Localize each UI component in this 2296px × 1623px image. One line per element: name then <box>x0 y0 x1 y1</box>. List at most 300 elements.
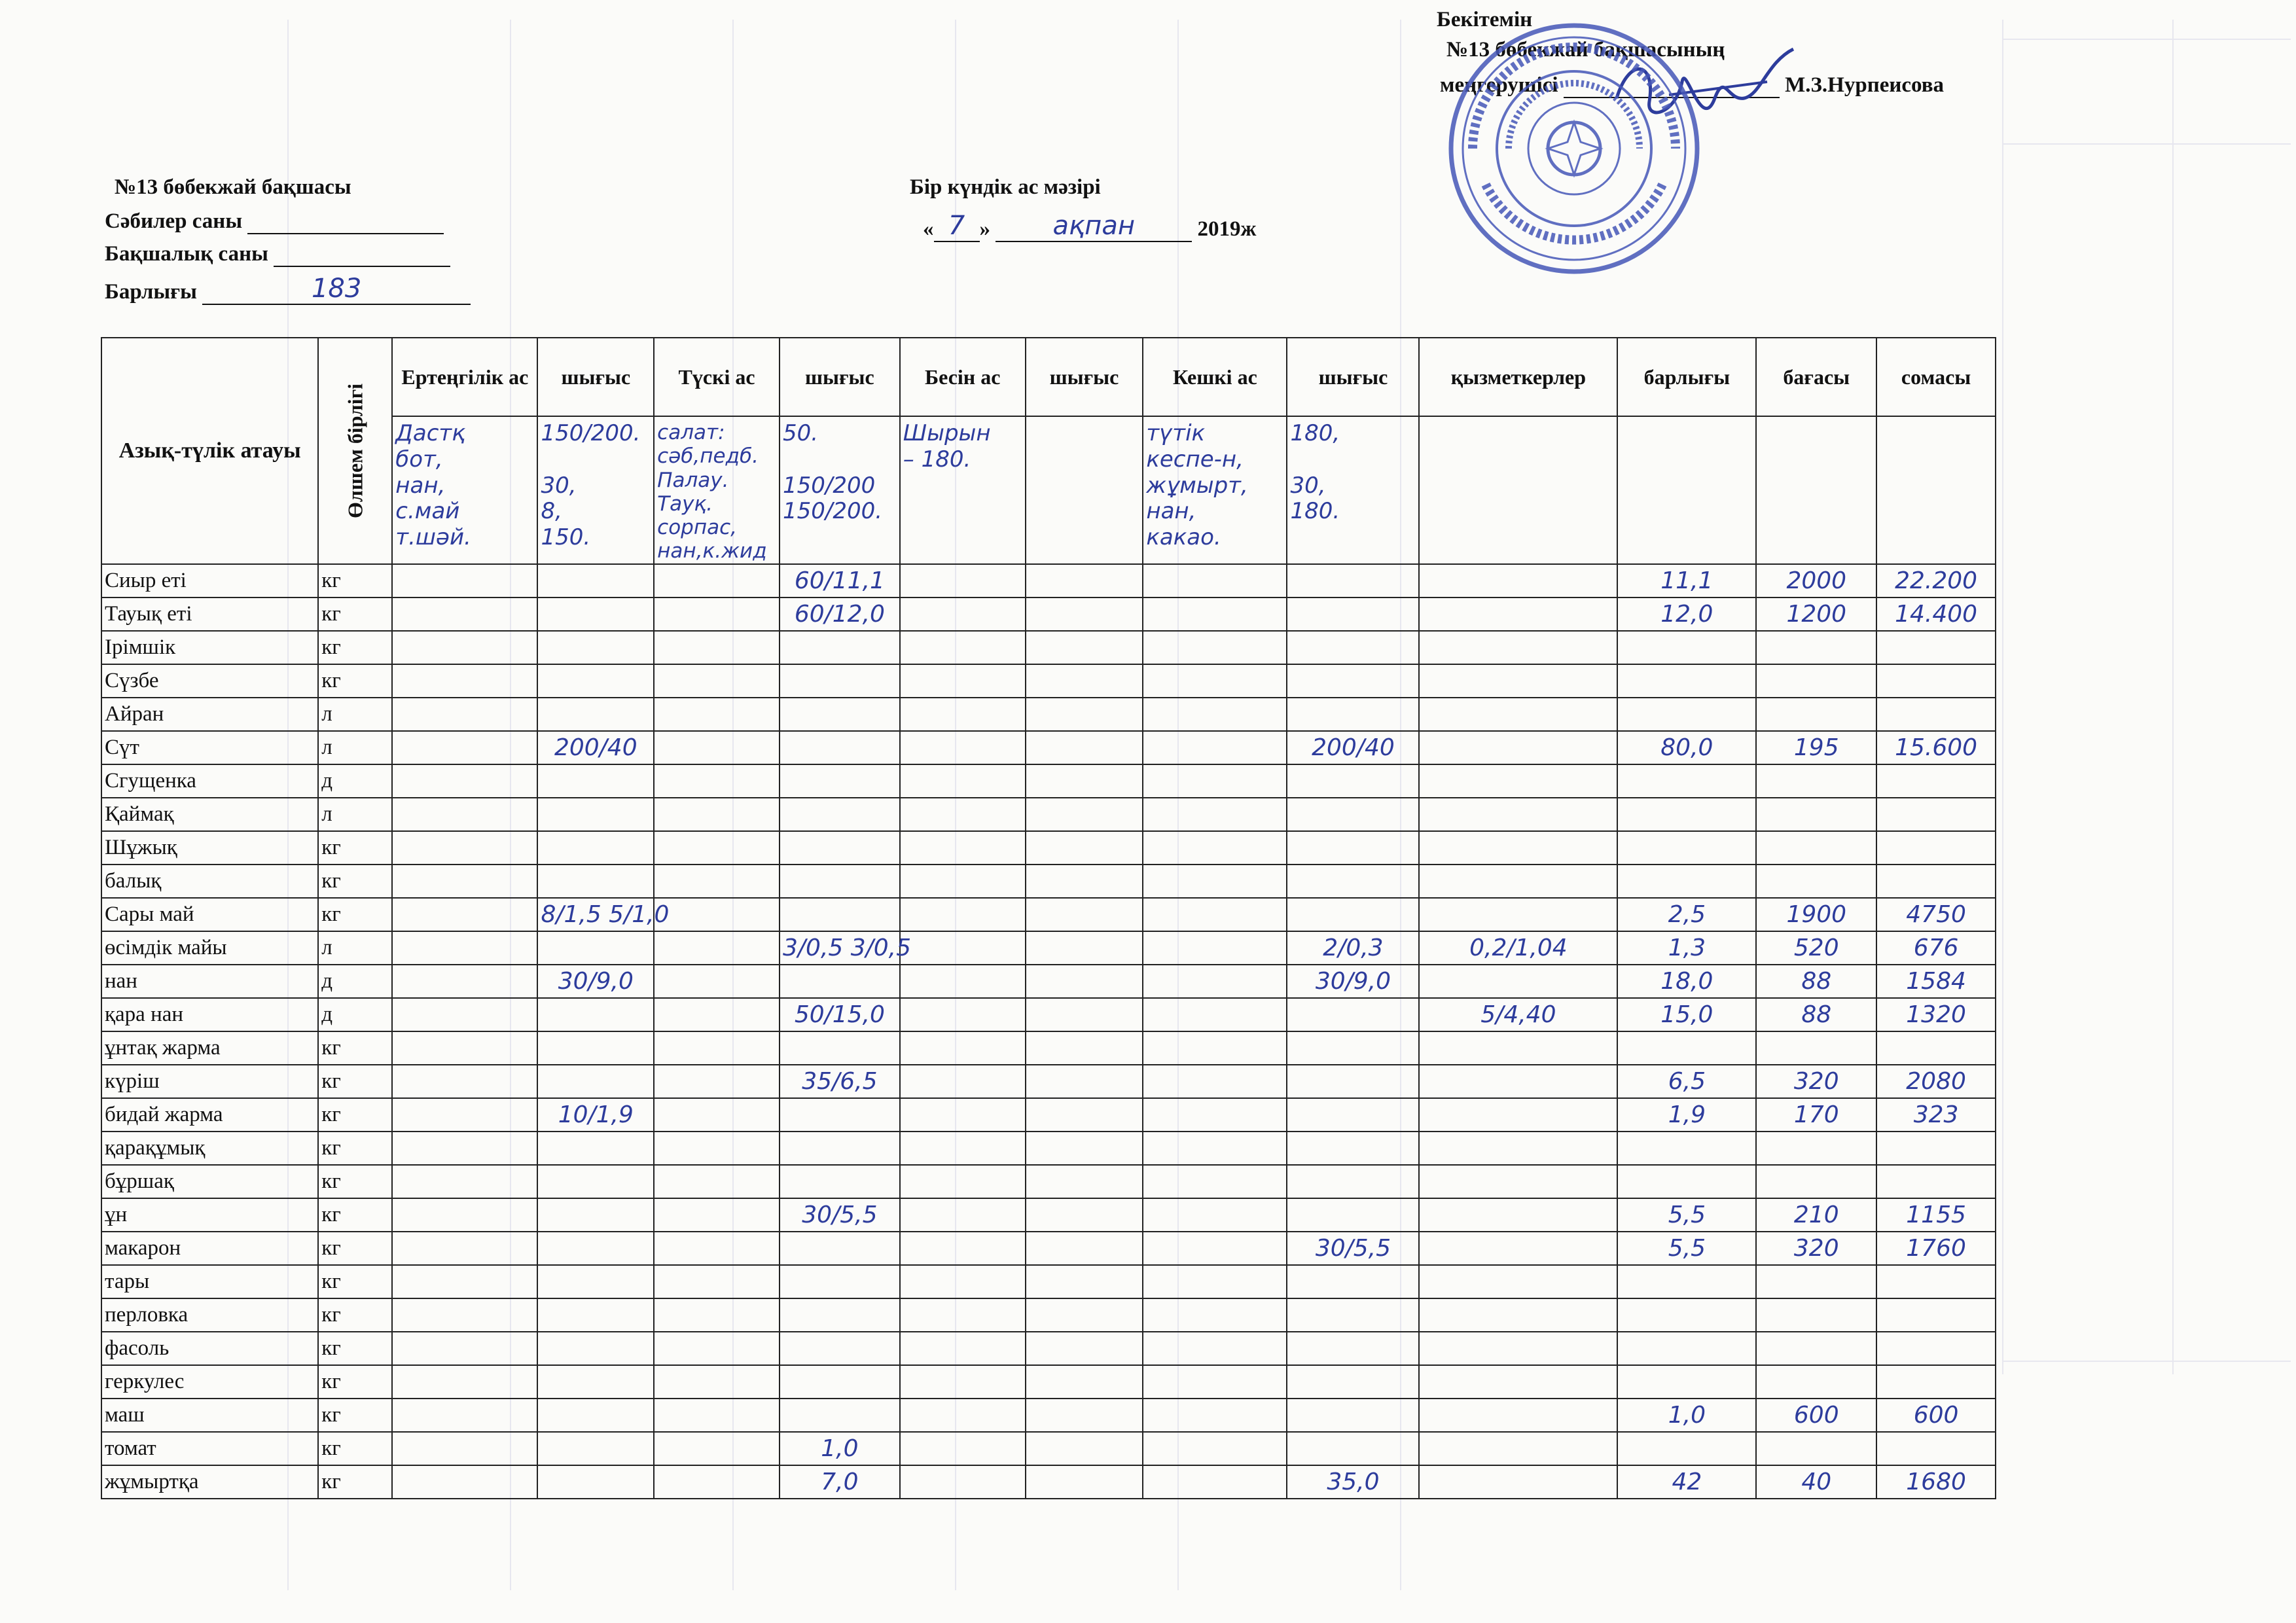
dinner-cell <box>1143 865 1287 898</box>
table-row <box>101 1465 1996 1499</box>
menu-date <box>923 211 1256 242</box>
total-value: 42 <box>1617 1465 1756 1499</box>
staff-value <box>1419 865 1617 898</box>
snack-dishes: Шырын – 180. <box>900 416 1026 564</box>
breakfast-out <box>537 1165 654 1198</box>
lunch-cell <box>654 664 780 698</box>
dinner-out <box>1287 1065 1419 1098</box>
total-value <box>1617 798 1756 831</box>
product-name: маш <box>101 1399 318 1432</box>
snack-out <box>1026 998 1143 1031</box>
product-name: өсімдік майы <box>101 931 318 965</box>
snack-out <box>1026 1098 1143 1132</box>
product-name: Сүзбе <box>101 664 318 698</box>
unit: кг <box>318 865 392 898</box>
breakfast-out <box>537 1465 654 1499</box>
unit: кг <box>318 631 392 664</box>
staff-value <box>1419 1065 1617 1098</box>
breakfast-cell <box>392 1332 537 1365</box>
total-empty <box>1617 416 1756 564</box>
price-value <box>1756 798 1876 831</box>
product-name: нан <box>101 965 318 998</box>
lunch-out: 60/11,1 <box>780 564 900 597</box>
unit: кг <box>318 1365 392 1399</box>
breakfast-out <box>537 1432 654 1465</box>
unit: кг <box>318 1265 392 1298</box>
table-row <box>101 764 1996 798</box>
total-value <box>1617 664 1756 698</box>
snack-cell <box>900 597 1026 631</box>
lunch-out <box>780 1365 900 1399</box>
sum-value: 676 <box>1876 931 1996 965</box>
product-name: Сгущенка <box>101 764 318 798</box>
product-name: жұмыртқа <box>101 1465 318 1499</box>
breakfast-cell <box>392 1432 537 1465</box>
breakfast-out <box>537 564 654 597</box>
lunch-out <box>780 1298 900 1332</box>
dinner-out <box>1287 1098 1419 1132</box>
table-row <box>101 1298 1996 1332</box>
breakfast-out <box>537 1065 654 1098</box>
breakfast-cell <box>392 1065 537 1098</box>
snack-out <box>1026 1232 1143 1265</box>
header-total: барлығы <box>1617 338 1756 416</box>
dinner-cell <box>1143 597 1287 631</box>
snack-cell <box>900 1432 1026 1465</box>
unit: д <box>318 764 392 798</box>
snack-out <box>1026 731 1143 764</box>
product-name: томат <box>101 1432 318 1465</box>
dinner-cell <box>1143 1065 1287 1098</box>
price-value <box>1756 865 1876 898</box>
approval-name: М.З.Нурпеисова <box>1785 73 1945 97</box>
staff-value <box>1419 1365 1617 1399</box>
price-value: 600 <box>1756 1399 1876 1432</box>
breakfast-cell <box>392 1198 537 1232</box>
table-row <box>101 731 1996 764</box>
unit: кг <box>318 1432 392 1465</box>
dinner-out <box>1287 1332 1419 1365</box>
unit: кг <box>318 1232 392 1265</box>
snack-out <box>1026 764 1143 798</box>
staff-value <box>1419 764 1617 798</box>
price-value <box>1756 1031 1876 1065</box>
price-value <box>1756 1298 1876 1332</box>
lunch-cell <box>654 1065 780 1098</box>
dinner-out <box>1287 1298 1419 1332</box>
dinner-out <box>1287 564 1419 597</box>
lunch-dishes: салат: сәб,педб. Палау. Тауқ. сорпас, нан,к.жид <box>654 416 780 564</box>
lunch-cell <box>654 898 780 931</box>
snack-out <box>1026 1031 1143 1065</box>
sum-empty <box>1876 416 1996 564</box>
dinner-out <box>1287 798 1419 831</box>
dinner-out: 30/5,5 <box>1287 1232 1419 1265</box>
snack-cell <box>900 1399 1026 1432</box>
sum-value <box>1876 865 1996 898</box>
sum-value <box>1876 698 1996 731</box>
table-row <box>101 1265 1996 1298</box>
infants-value <box>247 233 444 234</box>
breakfast-cell <box>392 731 537 764</box>
price-value <box>1756 698 1876 731</box>
breakfast-out: 8/1,5 5/1,0 <box>537 898 654 931</box>
table-row <box>101 698 1996 731</box>
price-value <box>1756 664 1876 698</box>
total-value <box>1617 831 1756 865</box>
breakfast-out <box>537 698 654 731</box>
table-row <box>101 998 1996 1031</box>
snack-cell <box>900 764 1026 798</box>
total-value <box>1617 1365 1756 1399</box>
dinner-cell <box>1143 798 1287 831</box>
breakfast-out <box>537 1298 654 1332</box>
unit: кг <box>318 831 392 865</box>
sum-value: 1155 <box>1876 1198 1996 1232</box>
price-value: 320 <box>1756 1065 1876 1098</box>
lunch-out <box>780 731 900 764</box>
breakfast-dishes: Дастқ бот, нан, с.май т.шәй. <box>392 416 537 564</box>
staff-value <box>1419 1465 1617 1499</box>
breakfast-out <box>537 831 654 865</box>
product-name: Сүт <box>101 731 318 764</box>
sum-value: 15.600 <box>1876 731 1996 764</box>
header-breakfast-out: шығыс <box>537 338 654 416</box>
lunch-out <box>780 1132 900 1165</box>
price-value: 320 <box>1756 1232 1876 1265</box>
snack-out <box>1026 1432 1143 1465</box>
price-value: 1900 <box>1756 898 1876 931</box>
snack-cell <box>900 1031 1026 1065</box>
product-name: Сары май <box>101 898 318 931</box>
snack-cell <box>900 998 1026 1031</box>
price-value: 1200 <box>1756 597 1876 631</box>
kinder-label: Бақшалық саны <box>105 242 268 266</box>
header-sum: сомасы <box>1876 338 1996 416</box>
snack-cell <box>900 865 1026 898</box>
lunch-cell <box>654 1265 780 1298</box>
unit: кг <box>318 1198 392 1232</box>
dinner-cell <box>1143 1132 1287 1165</box>
unit: л <box>318 931 392 965</box>
lunch-cell <box>654 998 780 1031</box>
lunch-out <box>780 764 900 798</box>
dinner-cell <box>1143 931 1287 965</box>
snack-cell <box>900 798 1026 831</box>
snack-cell <box>900 1198 1026 1232</box>
breakfast-cell <box>392 931 537 965</box>
dinner-cell <box>1143 1165 1287 1198</box>
infants-count-row <box>105 209 444 234</box>
lunch-out: 30/5,5 <box>780 1198 900 1232</box>
snack-cell <box>900 698 1026 731</box>
lunch-cell <box>654 764 780 798</box>
lunch-out-values: 50. 150/200 150/200. <box>780 416 900 564</box>
header-unit: Өлшем бірлігі <box>318 338 392 564</box>
product-name: тары <box>101 1265 318 1298</box>
dinner-cell <box>1143 1365 1287 1399</box>
snack-cell <box>900 564 1026 597</box>
unit: кг <box>318 1465 392 1499</box>
snack-out <box>1026 631 1143 664</box>
price-value: 210 <box>1756 1198 1876 1232</box>
sum-value: 1680 <box>1876 1465 1996 1499</box>
breakfast-out: 200/40 <box>537 731 654 764</box>
lunch-out: 7,0 <box>780 1465 900 1499</box>
breakfast-cell <box>392 1132 537 1165</box>
product-name: Айран <box>101 698 318 731</box>
lunch-out: 1,0 <box>780 1432 900 1465</box>
dinner-out <box>1287 764 1419 798</box>
lunch-out <box>780 1332 900 1365</box>
table-row <box>101 1432 1996 1465</box>
sum-value: 1584 <box>1876 965 1996 998</box>
lunch-cell <box>654 1132 780 1165</box>
breakfast-cell <box>392 631 537 664</box>
snack-out <box>1026 1465 1143 1499</box>
total-value <box>1617 1031 1756 1065</box>
lunch-cell <box>654 631 780 664</box>
dinner-cell <box>1143 1232 1287 1265</box>
lunch-cell <box>654 1332 780 1365</box>
snack-out <box>1026 898 1143 931</box>
kinder-value <box>274 266 450 267</box>
breakfast-cell <box>392 898 537 931</box>
menu-title: Бір күндік ас мәзірі <box>910 175 1101 199</box>
header-name: Азық-түлік атауы <box>101 338 318 564</box>
snack-out <box>1026 1298 1143 1332</box>
lunch-out <box>780 1399 900 1432</box>
table-row <box>101 631 1996 664</box>
unit: л <box>318 731 392 764</box>
total-value: 80,0 <box>1617 731 1756 764</box>
total-value <box>1617 1298 1756 1332</box>
price-value <box>1756 1265 1876 1298</box>
price-value: 170 <box>1756 1098 1876 1132</box>
dinner-out <box>1287 597 1419 631</box>
price-value <box>1756 764 1876 798</box>
dinner-cell <box>1143 1399 1287 1432</box>
dinner-cell <box>1143 564 1287 597</box>
unit: кг <box>318 1132 392 1165</box>
breakfast-out <box>537 998 654 1031</box>
lunch-cell <box>654 1098 780 1132</box>
dinner-cell <box>1143 898 1287 931</box>
staff-value <box>1419 1298 1617 1332</box>
dinner-out <box>1287 998 1419 1031</box>
lunch-cell <box>654 731 780 764</box>
menu-table <box>101 337 1996 1499</box>
header-dinner: Кешкі ас <box>1143 338 1287 416</box>
lunch-cell <box>654 1298 780 1332</box>
snack-out <box>1026 1198 1143 1232</box>
breakfast-out <box>537 1232 654 1265</box>
sum-value <box>1876 664 1996 698</box>
staff-value <box>1419 597 1617 631</box>
snack-cell <box>900 1065 1026 1098</box>
snack-out <box>1026 698 1143 731</box>
table-row <box>101 1132 1996 1165</box>
table-row <box>101 664 1996 698</box>
lunch-cell <box>654 931 780 965</box>
lunch-cell <box>654 1365 780 1399</box>
snack-out <box>1026 1332 1143 1365</box>
lunch-cell <box>654 698 780 731</box>
lunch-out: 35/6,5 <box>780 1065 900 1098</box>
infants-label: Сәбилер саны <box>105 209 243 233</box>
sum-value: 2080 <box>1876 1065 1996 1098</box>
dinner-out: 200/40 <box>1287 731 1419 764</box>
snack-out-values <box>1026 416 1143 564</box>
snack-cell <box>900 831 1026 865</box>
total-value: 2,5 <box>1617 898 1756 931</box>
breakfast-out <box>537 1332 654 1365</box>
staff-value <box>1419 564 1617 597</box>
price-value: 88 <box>1756 998 1876 1031</box>
staff-value <box>1419 1232 1617 1265</box>
breakfast-cell <box>392 1098 537 1132</box>
lunch-cell <box>654 965 780 998</box>
unit: л <box>318 798 392 831</box>
lunch-out <box>780 664 900 698</box>
price-value <box>1756 631 1876 664</box>
dinner-out <box>1287 898 1419 931</box>
lunch-out: 60/12,0 <box>780 597 900 631</box>
lunch-out <box>780 898 900 931</box>
lunch-cell <box>654 597 780 631</box>
total-value: 15,0 <box>1617 998 1756 1031</box>
header-lunch-out: шығыс <box>780 338 900 416</box>
sum-value: 1320 <box>1876 998 1996 1031</box>
breakfast-cell <box>392 1298 537 1332</box>
total-value: 11,1 <box>1617 564 1756 597</box>
breakfast-out <box>537 1031 654 1065</box>
lunch-cell <box>654 831 780 865</box>
product-rows <box>101 564 1996 1499</box>
date-month: ақпан <box>996 211 1192 242</box>
total-value: 5,5 <box>1617 1232 1756 1265</box>
staff-value <box>1419 1332 1617 1365</box>
breakfast-cell <box>392 865 537 898</box>
table-row <box>101 1332 1996 1365</box>
table-row <box>101 798 1996 831</box>
dinner-out <box>1287 1165 1419 1198</box>
dinner-out <box>1287 631 1419 664</box>
breakfast-cell <box>392 664 537 698</box>
staff-value <box>1419 1399 1617 1432</box>
header-price: бағасы <box>1756 338 1876 416</box>
dinner-out <box>1287 1132 1419 1165</box>
dinner-out-values: 180, 30, 180. <box>1287 416 1419 564</box>
staff-value <box>1419 731 1617 764</box>
snack-cell <box>900 898 1026 931</box>
sum-value: 14.400 <box>1876 597 1996 631</box>
unit: л <box>318 698 392 731</box>
price-empty <box>1756 416 1876 564</box>
lunch-cell <box>654 564 780 597</box>
breakfast-out: 10/1,9 <box>537 1098 654 1132</box>
staff-value <box>1419 698 1617 731</box>
breakfast-out <box>537 597 654 631</box>
table-row <box>101 564 1996 597</box>
lunch-cell <box>654 798 780 831</box>
staff-value <box>1419 1265 1617 1298</box>
dinner-out <box>1287 865 1419 898</box>
snack-out <box>1026 931 1143 965</box>
org-name: №13 бөбекжай бақшасы <box>115 175 351 199</box>
breakfast-out <box>537 1365 654 1399</box>
staff-value <box>1419 831 1617 865</box>
product-name: ұнтақ жарма <box>101 1031 318 1065</box>
snack-out <box>1026 1065 1143 1098</box>
snack-out <box>1026 1399 1143 1432</box>
price-value <box>1756 1132 1876 1165</box>
staff-value: 0,2/1,04 <box>1419 931 1617 965</box>
breakfast-out <box>537 631 654 664</box>
price-value: 2000 <box>1756 564 1876 597</box>
date-open-quote: « <box>923 217 934 241</box>
total-value <box>1617 764 1756 798</box>
total-value: 1,3 <box>1617 931 1756 965</box>
lunch-out <box>780 831 900 865</box>
breakfast-out <box>537 1265 654 1298</box>
total-value <box>1617 1265 1756 1298</box>
breakfast-out-values: 150/200. 30, 8, 150. <box>537 416 654 564</box>
snack-out <box>1026 798 1143 831</box>
breakfast-out: 30/9,0 <box>537 965 654 998</box>
unit: д <box>318 965 392 998</box>
table-row <box>101 597 1996 631</box>
sum-value <box>1876 1298 1996 1332</box>
date-close-quote: » <box>979 217 990 241</box>
dinner-cell <box>1143 1432 1287 1465</box>
dinner-out: 35,0 <box>1287 1465 1419 1499</box>
staff-empty <box>1419 416 1617 564</box>
breakfast-out <box>537 1399 654 1432</box>
staff-value <box>1419 1198 1617 1232</box>
sum-value <box>1876 1365 1996 1399</box>
table-row <box>101 1365 1996 1399</box>
lunch-out <box>780 1098 900 1132</box>
official-stamp <box>1446 21 1702 276</box>
approval-title: Бекітемін <box>1437 8 1533 31</box>
sum-value <box>1876 764 1996 798</box>
total-value <box>1617 1165 1756 1198</box>
snack-cell <box>900 1165 1026 1198</box>
price-value: 40 <box>1756 1465 1876 1499</box>
breakfast-cell <box>392 1365 537 1399</box>
table-row <box>101 965 1996 998</box>
lunch-out <box>780 1232 900 1265</box>
product-name: бұршақ <box>101 1165 318 1198</box>
breakfast-cell <box>392 831 537 865</box>
dinner-cell <box>1143 1465 1287 1499</box>
total-value <box>1617 698 1756 731</box>
breakfast-cell <box>392 764 537 798</box>
sum-value <box>1876 1165 1996 1198</box>
unit: кг <box>318 664 392 698</box>
price-value <box>1756 1165 1876 1198</box>
dinner-out: 2/0,3 <box>1287 931 1419 965</box>
price-value: 520 <box>1756 931 1876 965</box>
snack-out <box>1026 965 1143 998</box>
lunch-out <box>780 1165 900 1198</box>
dinner-out <box>1287 1031 1419 1065</box>
dinner-cell <box>1143 1198 1287 1232</box>
table-row <box>101 1165 1996 1198</box>
dinner-cell <box>1143 1031 1287 1065</box>
sum-value <box>1876 631 1996 664</box>
